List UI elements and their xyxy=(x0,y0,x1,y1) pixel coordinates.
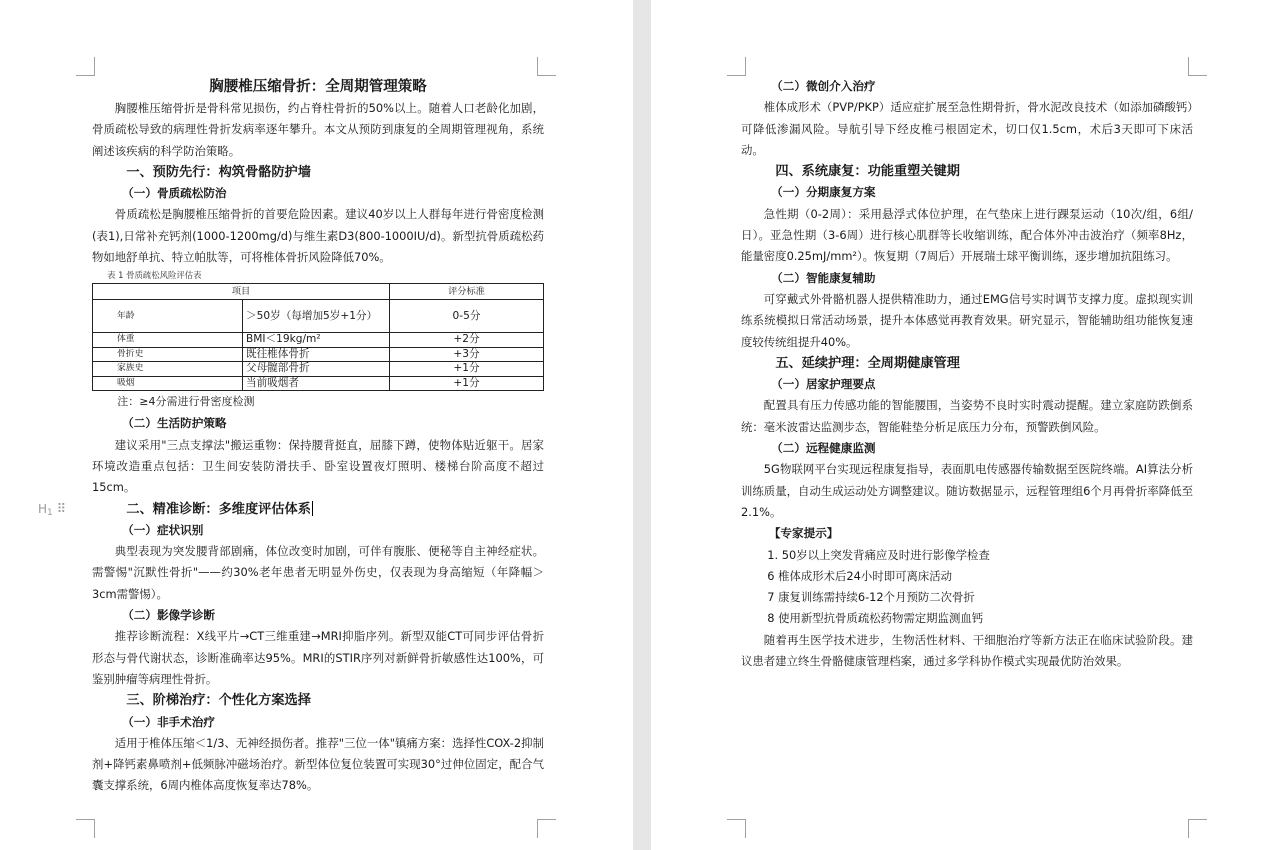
section-2-sub-2-paragraph[interactable]: 推荐诊断流程：X线平片→CT三维重建→MRI抑脂序列。新型双能CT可同步评估骨折形态与骨代谢状态，诊断准确率达95%。MRI的STIR序列对新鲜骨折敏感性达100%，可鉴别肿瘤等病理性骨折。 xyxy=(92,629,544,686)
table-cell-score[interactable]: +3分 xyxy=(390,347,544,362)
section-4-sub-2-heading[interactable]: （二）智能康复辅助 xyxy=(771,270,876,285)
table-row xyxy=(93,300,544,333)
document-page-2[interactable] xyxy=(651,0,1283,850)
table-row xyxy=(93,347,544,362)
table-cell-score[interactable]: 0-5分 xyxy=(390,300,544,333)
table-cell-score[interactable]: +2分 xyxy=(390,333,544,348)
expert-tips-heading[interactable]: 【专家提示】 xyxy=(768,526,839,541)
table-cell-criterion[interactable]: ＞50岁（每增加5岁+1分） xyxy=(243,300,390,333)
table-cell-label[interactable]: 年龄 xyxy=(93,300,243,333)
page-corner-mark xyxy=(537,57,556,76)
section-1-heading[interactable]: 一、预防先行：构筑骨骼防护墙 xyxy=(126,164,311,180)
table-header-row xyxy=(93,284,544,300)
table-cell-criterion[interactable]: BMI＜19kg/m² xyxy=(243,333,390,348)
table-header-score[interactable]: 评分标准 xyxy=(390,284,544,300)
section-3-sub-2-paragraph[interactable]: 椎体成形术（PVP/PKP）适应症扩展至急性期骨折，骨水泥改良技术（如添加磷酸钙）可降低渗漏风险。导航引导下经皮椎弓根固定术，切口仅1.5cm，术后3天即可下床活动。 xyxy=(741,100,1193,157)
table-cell-score[interactable]: +1分 xyxy=(390,376,544,391)
table-row xyxy=(93,376,544,391)
page-1-content[interactable] xyxy=(38,76,544,797)
section-3-heading[interactable]: 三、阶梯治疗：个性化方案选择 xyxy=(126,693,311,709)
table-cell-label[interactable]: 家族史 xyxy=(93,362,243,377)
section-1-sub-1-heading[interactable]: （一）骨质疏松防治 xyxy=(122,186,227,201)
heading-drag-handle[interactable] xyxy=(38,499,78,520)
section-5-sub-1-paragraph[interactable]: 配置具有压力传感功能的智能腰围，当姿势不良时实时震动提醒。建立家庭防跌倒系统：毫米波雷达监测步态，智能鞋垫分析足底压力分布，预警跌倒风险。 xyxy=(741,398,1193,434)
heading-level-number: 1 xyxy=(47,507,53,518)
table-cell-criterion[interactable]: 当前吸烟者 xyxy=(243,376,390,391)
section-5-sub-2-heading[interactable]: （二）远程健康监测 xyxy=(771,441,876,456)
table-cell-criterion[interactable]: 父母髋部骨折 xyxy=(243,362,390,377)
section-4-sub-1-paragraph[interactable]: 急性期（0-2周）：采用悬浮式体位护理，在气垫床上进行踝泵运动（10次/组，6组/日）。亚急性期（3-6周）进行核心肌群等长收缩训练，配合体外冲击波治疗（频率8Hz，能量密度0.25mJ/mm²）。恢复期（7周后）开展瑞士球平衡训练，逐步增加抗阻练习。 xyxy=(741,206,1193,264)
list-item[interactable]: 6 椎体成形术后24小时即可离床活动 xyxy=(767,568,953,583)
page-corner-mark xyxy=(76,819,95,838)
table-row xyxy=(93,333,544,348)
document-title[interactable]: 胸腰椎压缩骨折：全周期管理策略 xyxy=(209,79,427,95)
page-corner-mark xyxy=(727,819,746,838)
closing-paragraph[interactable]: 随着再生医学技术进步，生物活性材料、干细胞治疗等新方法正在临床试验阶段。建议患者建立终生骨骼健康管理档案，通过多学科协作模式实现最优防治效果。 xyxy=(741,632,1193,669)
list-item[interactable]: 8 使用新型抗骨质疏松药物需定期监测血钙 xyxy=(767,611,984,626)
list-item[interactable]: 7 康复训练需持续6-12个月预防二次骨折 xyxy=(767,590,975,605)
heading-level-label: H xyxy=(38,501,48,516)
table-caption[interactable]: 表 1 骨质疏松风险评估表 xyxy=(107,270,202,281)
risk-assessment-table[interactable] xyxy=(92,283,544,391)
page-corner-mark xyxy=(1188,819,1207,838)
table-note[interactable]: 注：≥4分需进行骨密度检测 xyxy=(117,395,255,409)
section-5-heading[interactable]: 五、延续护理：全周期健康管理 xyxy=(775,355,960,371)
section-1-sub-1-paragraph[interactable]: 骨质疏松是胸腰椎压缩骨折的首要危险因素。建议40岁以上人群每年进行骨密度检测(表1),日常补充钙剂(1000-1200mg/d)与维生素D3(800-1000IU/d)。新型抗骨质疏松药物如地舒单抗、特立帕肽等，可将椎体骨折风险降低70%。 xyxy=(92,207,544,265)
page-corner-mark xyxy=(537,819,556,838)
section-2-heading[interactable] xyxy=(38,499,544,520)
section-2-heading-text: 二、精准诊断：多维度评估体系 xyxy=(126,501,311,517)
table-cell-label[interactable]: 体重 xyxy=(93,333,243,348)
table-cell-label[interactable]: 骨折史 xyxy=(93,347,243,362)
table-cell-score[interactable]: +1分 xyxy=(390,362,544,377)
text-cursor xyxy=(312,501,313,516)
section-3-sub-1-paragraph[interactable]: 适用于椎体压缩＜1/3、无神经损伤者。推荐"三位一体"镇痛方案：选择性COX-2抑制剂+降钙素鼻喷剂+低频脉冲磁场治疗。新型体位复位装置可实现30°过伸位固定，配合气囊支撑系统，6周内椎体高度恢复率达78%。 xyxy=(92,735,544,793)
section-3-sub-2-heading[interactable]: （二）微创介入治疗 xyxy=(771,79,876,93)
table-row xyxy=(93,362,544,377)
document-page-1[interactable] xyxy=(0,0,633,850)
section-3-sub-1-heading[interactable]: （一）非手术治疗 xyxy=(122,714,215,729)
table-header-item[interactable]: 项目 xyxy=(93,284,390,300)
page-2-content[interactable] xyxy=(741,76,1193,672)
section-1-sub-2-paragraph[interactable]: 建议采用"三点支撑法"搬运重物：保持腰背挺直，屈膝下蹲，使物体贴近躯干。居家环境改造重点包括：卫生间安装防滑扶手、卧室设置夜灯照明、楼梯台阶高度不超过15cm。 xyxy=(92,437,544,495)
page-corner-mark xyxy=(76,57,95,76)
section-1-sub-2-heading[interactable]: （二）生活防护策略 xyxy=(122,416,227,431)
section-5-sub-2-paragraph[interactable]: 5G物联网平台实现远程康复指导，表面肌电传感器传输数据至医院终端。AI算法分析训练质量，自动生成运动处方调整建议。随访数据显示，远程管理组6个月再骨折率降低至2.1%。 xyxy=(741,462,1193,519)
page-corner-mark xyxy=(1188,57,1207,76)
section-2-sub-1-heading[interactable]: （一）症状识别 xyxy=(122,522,204,537)
section-2-sub-2-heading[interactable]: （二）影像学诊断 xyxy=(122,608,215,623)
section-4-heading[interactable]: 四、系统康复：功能重塑关键期 xyxy=(775,164,960,180)
drag-grip-icon: ⠿ xyxy=(56,501,65,517)
section-4-sub-1-heading[interactable]: （一）分期康复方案 xyxy=(771,185,876,200)
table-cell-label[interactable]: 吸烟 xyxy=(93,376,243,391)
page-corner-mark xyxy=(727,57,746,76)
table-cell-criterion[interactable]: 既往椎体骨折 xyxy=(243,347,390,362)
list-item[interactable]: 1. 50岁以上突发背痛应及时进行影像学检查 xyxy=(767,547,990,562)
section-2-sub-1-paragraph[interactable]: 典型表现为突发腰背部剧痛，体位改变时加剧，可伴有腹胀、便秘等自主神经症状。需警惕"沉默性骨折"——约30%老年患者无明显外伤史，仅表现为身高缩短（年降幅＞3cm需警惕）。 xyxy=(92,544,544,601)
intro-paragraph[interactable]: 胸腰椎压缩骨折是骨科常见损伤，约占脊柱骨折的50%以上。随着人口老龄化加剧，骨质疏松导致的病理性骨折发病率逐年攀升。本文从预防到康复的全周期管理视角，系统阐述该疾病的科学防治策略。 xyxy=(92,101,544,158)
section-5-sub-1-heading[interactable]: （一）居家护理要点 xyxy=(771,377,876,392)
section-4-sub-2-paragraph[interactable]: 可穿戴式外骨骼机器人提供精准助力，通过EMG信号实时调节支撑力度。虚拟现实训练系统模拟日常活动场景，提升本体感觉再教育效果。研究显示，智能辅助组功能恢复速度较传统组提升40%。 xyxy=(741,291,1193,349)
